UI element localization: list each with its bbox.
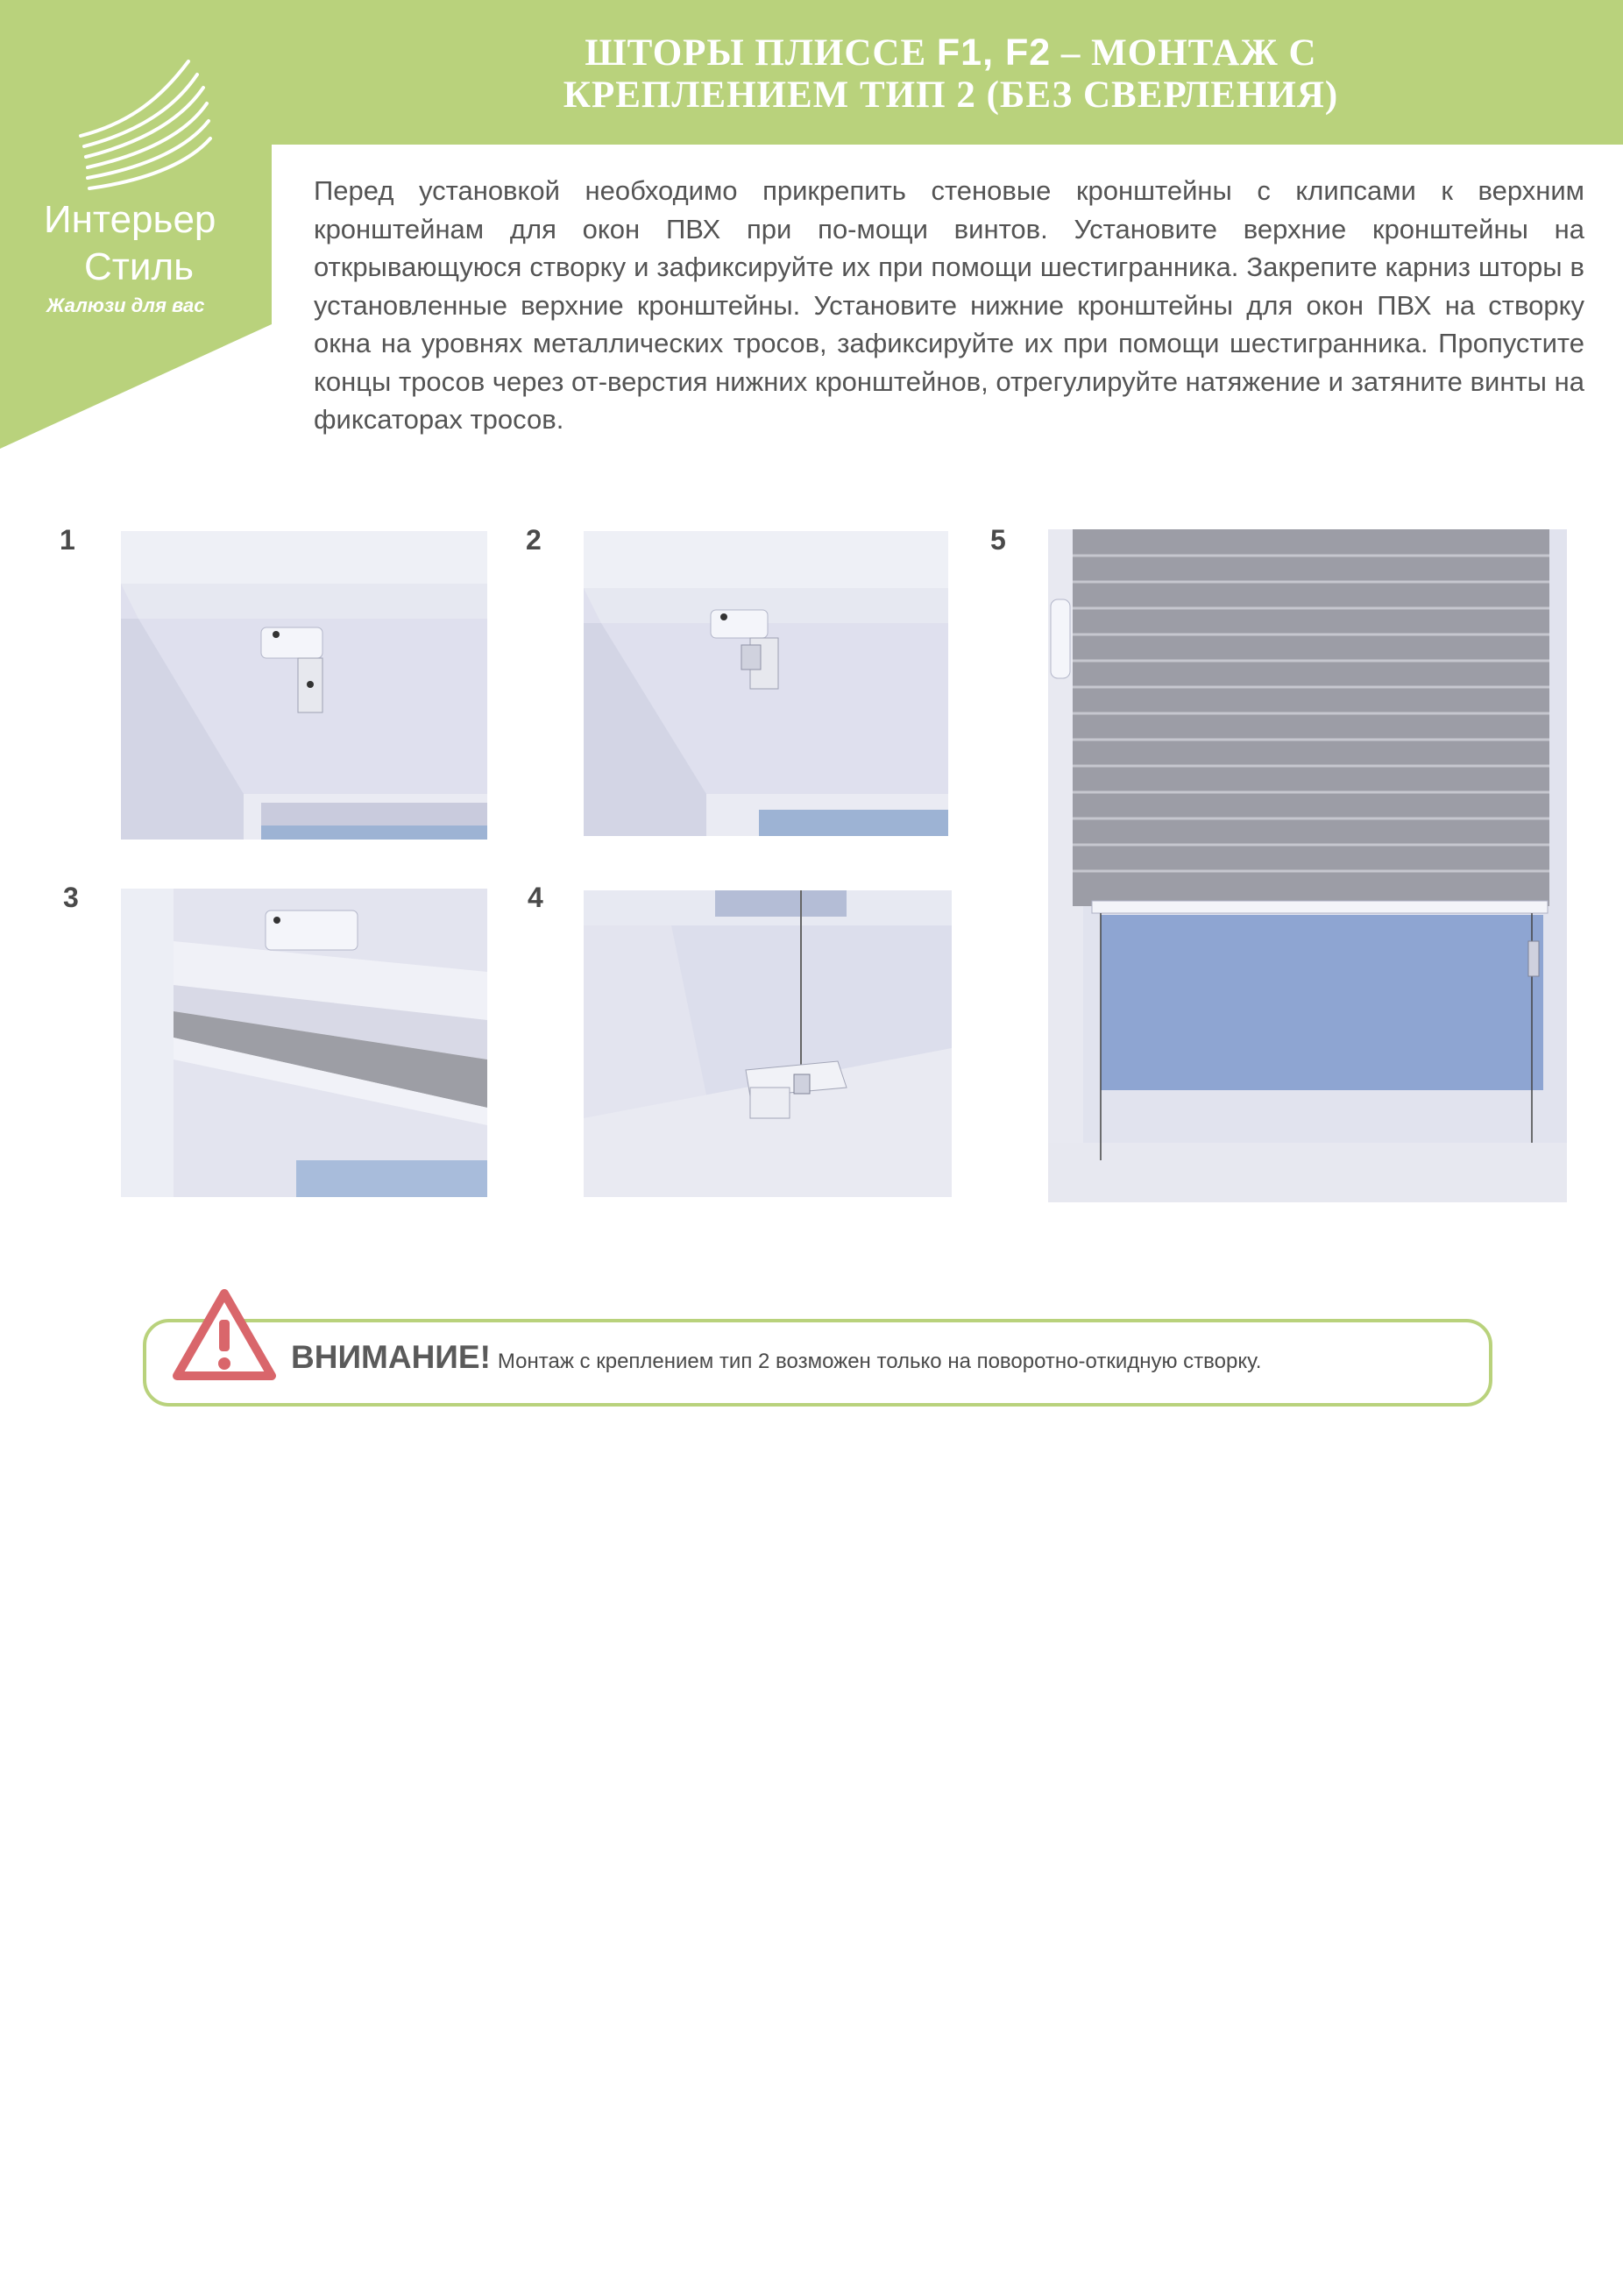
step-number-1: 1 <box>60 524 75 556</box>
logo-name-line2: Стиль <box>84 245 195 288</box>
step-number-4: 4 <box>528 882 543 913</box>
step-number-2: 2 <box>526 524 542 556</box>
warning-text <box>291 1339 1261 1376</box>
instructions-paragraph: Перед установкой необходимо прикрепить стеновые кронштейны с клипсами к верхним кронштейнам для окон ПВХ при по-мощи винтов. Установите верхние кронштейны на открывающуюся створку и зафиксируйте их при помощи шестигранника. Закрепите карниз шторы в установленные верхние кронштейны. Установите нижние кронштейны для окон ПВХ на створку окна на уровнях металлических тросов, зафиксируйте их при помощи шестигранника. Пропустите концы тросов через от-верстия нижних кронштейнов, отрегулируйте натяжение и затяните винты на фиксаторах тросов. <box>314 175 1584 435</box>
step-2-photo <box>584 531 948 836</box>
step-number-3: 3 <box>63 882 79 913</box>
title-line2: КРЕПЛЕНИЕМ ТИП 2 (БЕЗ СВЕРЛЕНИЯ) <box>563 74 1339 116</box>
step-5-photo <box>1048 529 1567 1202</box>
title-part: – МОНТАЖ С <box>1051 32 1317 74</box>
title-model: F1, F2 <box>936 32 1052 74</box>
warning-triangle-icon <box>172 1288 277 1383</box>
step-1-photo <box>121 531 487 840</box>
step-4-photo <box>584 890 952 1197</box>
step-3-photo <box>121 889 487 1197</box>
warning-message: Монтаж с креплением тип 2 возможен только на поворотно-откидную створку. <box>497 1350 1262 1373</box>
logo-tagline: Жалюзи для вас <box>46 294 205 316</box>
warning-label: ВНИМАНИЕ! <box>291 1339 491 1375</box>
logo-name-line1: Интерьер <box>44 198 216 241</box>
page-title <box>491 32 1411 117</box>
step-number-5: 5 <box>990 524 1006 556</box>
title-part: ШТОРЫ ПЛИССЕ <box>585 32 937 74</box>
